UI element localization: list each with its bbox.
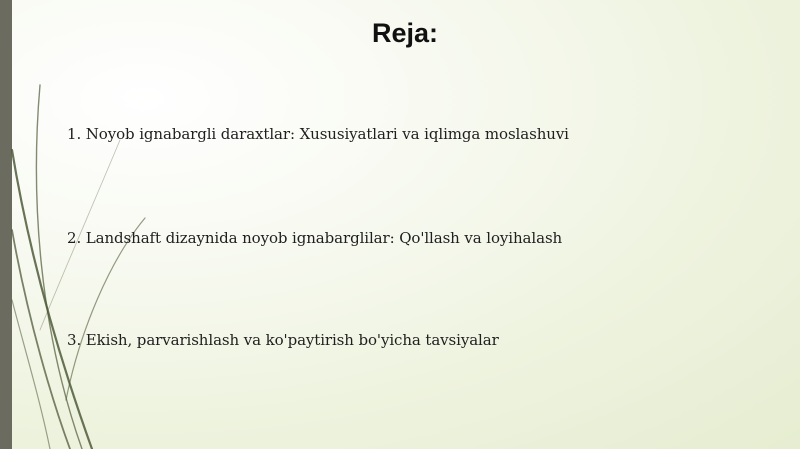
- slide-title: Reja:: [371, 18, 439, 48]
- plan-item-1: 1. Noyob ignabargli daraxtlar: Xususiyatlari va iqlimga moslashuvi: [67, 125, 569, 143]
- grass-blade: [12, 150, 92, 449]
- grass-stroke-decoration: [0, 0, 160, 449]
- plan-item-3: 3. Ekish, parvarishlash va ko'paytirish bo'yicha tavsiyalar: [67, 331, 499, 349]
- plan-item-2: 2. Landshaft dizaynida noyob ignabarglilar: Qo'llash va loyihalash: [67, 229, 563, 247]
